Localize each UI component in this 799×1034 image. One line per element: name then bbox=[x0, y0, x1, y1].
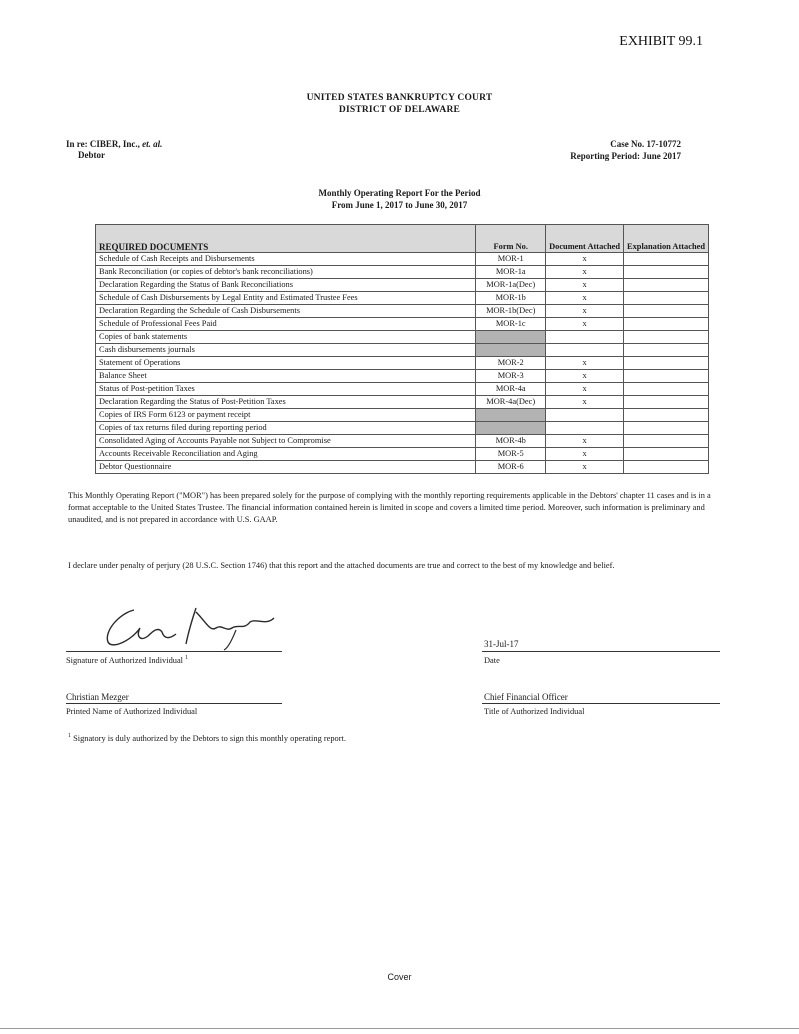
report-title-line2: From June 1, 2017 to June 30, 2017 bbox=[331, 200, 468, 210]
case-number: 17-10772 bbox=[646, 139, 681, 149]
form-no bbox=[476, 422, 546, 435]
attached-mark: x bbox=[546, 292, 624, 305]
table-row bbox=[96, 448, 709, 461]
doc-name: Declaration Regarding the Status of Bank Reconciliations bbox=[96, 279, 476, 292]
table-row bbox=[96, 253, 709, 266]
court-heading bbox=[0, 92, 799, 116]
attached-mark: x bbox=[546, 396, 624, 409]
attached-mark: x bbox=[546, 435, 624, 448]
form-no: MOR-1 bbox=[476, 253, 546, 266]
table-row bbox=[96, 370, 709, 383]
signer-title: Chief Financial Officer bbox=[484, 692, 568, 702]
attached-mark bbox=[546, 409, 624, 422]
doc-name: Schedule of Professional Fees Paid bbox=[96, 318, 476, 331]
attached-mark: x bbox=[546, 357, 624, 370]
explanation-mark bbox=[624, 435, 709, 448]
reporting-period-line bbox=[570, 150, 681, 162]
printed-name: Christian Mezger bbox=[66, 692, 129, 702]
footnote bbox=[68, 733, 346, 743]
doc-name: Consolidated Aging of Accounts Payable not Subject to Compromise bbox=[96, 435, 476, 448]
explanation-mark bbox=[624, 331, 709, 344]
title-label: Title of Authorized Individual bbox=[484, 707, 585, 716]
explanation-mark bbox=[624, 344, 709, 357]
table-row bbox=[96, 409, 709, 422]
doc-name: Copies of IRS Form 6123 or payment receipt bbox=[96, 409, 476, 422]
doc-name: Copies of bank statements bbox=[96, 331, 476, 344]
attached-mark: x bbox=[546, 461, 624, 474]
bottom-divider bbox=[0, 1028, 799, 1029]
reporting-period: June 2017 bbox=[642, 151, 681, 161]
attached-mark: x bbox=[546, 383, 624, 396]
exhibit-label: EXHIBIT 99.1 bbox=[619, 34, 703, 49]
explanation-mark bbox=[624, 396, 709, 409]
table-row bbox=[96, 422, 709, 435]
handwritten-signature bbox=[96, 592, 296, 652]
form-no: MOR-2 bbox=[476, 357, 546, 370]
doc-name: Debtor Questionnaire bbox=[96, 461, 476, 474]
report-title-line1: Monthly Operating Report For the Period bbox=[318, 188, 481, 198]
table-row bbox=[96, 292, 709, 305]
explanation-mark bbox=[624, 448, 709, 461]
court-name: UNITED STATES BANKRUPTCY COURT bbox=[306, 93, 493, 103]
printed-name-line bbox=[66, 703, 282, 704]
title-line bbox=[482, 703, 720, 704]
explanation-mark bbox=[624, 422, 709, 435]
case-number-label: Case No. bbox=[610, 139, 645, 149]
in-re-line bbox=[66, 138, 162, 150]
form-no: MOR-4b bbox=[476, 435, 546, 448]
table-row bbox=[96, 344, 709, 357]
attached-mark: x bbox=[546, 448, 624, 461]
form-no: MOR-4a(Dec) bbox=[476, 396, 546, 409]
form-no: MOR-4a bbox=[476, 383, 546, 396]
header-form-no: Form No. bbox=[476, 225, 546, 253]
form-no: MOR-6 bbox=[476, 461, 546, 474]
explanation-mark bbox=[624, 253, 709, 266]
explanation-mark bbox=[624, 279, 709, 292]
form-no: MOR-5 bbox=[476, 448, 546, 461]
form-no bbox=[476, 344, 546, 357]
attached-mark: x bbox=[546, 253, 624, 266]
table-row bbox=[96, 357, 709, 370]
court-district: DISTRICT OF DELAWARE bbox=[338, 105, 461, 115]
explanation-mark bbox=[624, 318, 709, 331]
explanation-mark bbox=[624, 409, 709, 422]
et-al: et. al. bbox=[142, 139, 163, 149]
form-no: MOR-1b bbox=[476, 292, 546, 305]
case-info bbox=[570, 138, 681, 162]
explanation-mark bbox=[624, 292, 709, 305]
attached-mark bbox=[546, 422, 624, 435]
explanation-mark bbox=[624, 357, 709, 370]
doc-name: Declaration Regarding the Status of Post-Petition Taxes bbox=[96, 396, 476, 409]
footnote-mark: 1 bbox=[68, 733, 71, 739]
attached-mark bbox=[546, 331, 624, 344]
form-no: MOR-1c bbox=[476, 318, 546, 331]
doc-name: Balance Sheet bbox=[96, 370, 476, 383]
doc-name: Schedule of Cash Disbursements by Legal Entity and Estimated Trustee Fees bbox=[96, 292, 476, 305]
disclaimer-paragraph: This Monthly Operating Report ("MOR") has been prepared solely for the purpose of complying with the monthly reporting requirements applicable in the Debtors' chapter 11 cases and is in a format acceptable to the United States Trustee. The financial information contained herein is limited in scope and covers a limited time period. Moreover, such information is preliminary and unaudited, and is not prepared in accordance with U.S. GAAP. bbox=[68, 491, 711, 524]
table-row bbox=[96, 383, 709, 396]
table-row bbox=[96, 318, 709, 331]
form-no: MOR-3 bbox=[476, 370, 546, 383]
form-no bbox=[476, 331, 546, 344]
attached-mark: x bbox=[546, 305, 624, 318]
page-footer: Cover bbox=[387, 972, 412, 982]
attached-mark: x bbox=[546, 279, 624, 292]
form-no bbox=[476, 409, 546, 422]
date-label: Date bbox=[484, 656, 500, 665]
doc-name: Statement of Operations bbox=[96, 357, 476, 370]
debtor-label: Debtor bbox=[78, 150, 105, 160]
doc-name: Accounts Receivable Reconciliation and Aging bbox=[96, 448, 476, 461]
table-row bbox=[96, 279, 709, 292]
header-required-documents: REQUIRED DOCUMENTS bbox=[96, 225, 476, 253]
table-row bbox=[96, 331, 709, 344]
table-row bbox=[96, 266, 709, 279]
attached-mark: x bbox=[546, 266, 624, 279]
signature-label-wrap bbox=[66, 655, 188, 665]
explanation-mark bbox=[624, 461, 709, 474]
doc-name: Copies of tax returns filed during reporting period bbox=[96, 422, 476, 435]
header-document-attached: Document Attached bbox=[546, 225, 624, 253]
footnote-text: Signatory is duly authorized by the Debtors to sign this monthly operating report. bbox=[73, 733, 346, 743]
declaration-paragraph: I declare under penalty of perjury (28 U.S.C. Section 1746) that this report and the attached documents are true and correct to the best of my knowledge and belief. bbox=[68, 561, 615, 570]
header-explanation-attached: Explanation Attached bbox=[624, 225, 709, 253]
attached-mark: x bbox=[546, 370, 624, 383]
doc-name: Schedule of Cash Receipts and Disbursements bbox=[96, 253, 476, 266]
doc-name: Cash disbursements journals bbox=[96, 344, 476, 357]
signature-footnote-mark: 1 bbox=[185, 655, 189, 661]
date-line bbox=[482, 651, 720, 652]
doc-name: Status of Post-petition Taxes bbox=[96, 383, 476, 396]
signature-date: 31-Jul-17 bbox=[484, 639, 519, 649]
table-row bbox=[96, 396, 709, 409]
explanation-mark bbox=[624, 305, 709, 318]
explanation-mark bbox=[624, 383, 709, 396]
attached-mark: x bbox=[546, 318, 624, 331]
signature-label: Signature of Authorized Individual bbox=[66, 655, 183, 665]
form-no: MOR-1a(Dec) bbox=[476, 279, 546, 292]
table-row bbox=[96, 305, 709, 318]
printed-name-label: Printed Name of Authorized Individual bbox=[66, 707, 198, 716]
table-header-row bbox=[96, 225, 709, 253]
doc-name: Declaration Regarding the Schedule of Cash Disbursements bbox=[96, 305, 476, 318]
report-title bbox=[0, 187, 799, 211]
required-documents-table bbox=[95, 224, 709, 474]
signature-line bbox=[66, 651, 282, 652]
explanation-mark bbox=[624, 266, 709, 279]
explanation-mark bbox=[624, 370, 709, 383]
doc-name: Bank Reconciliation (or copies of debtor's bank reconciliations) bbox=[96, 266, 476, 279]
in-re-prefix: In re: CIBER, Inc., bbox=[66, 139, 140, 149]
table-row bbox=[96, 461, 709, 474]
form-no: MOR-1b(Dec) bbox=[476, 305, 546, 318]
table-row bbox=[96, 435, 709, 448]
case-number-line bbox=[570, 138, 681, 150]
form-no: MOR-1a bbox=[476, 266, 546, 279]
reporting-period-label: Reporting Period: bbox=[570, 151, 640, 161]
attached-mark bbox=[546, 344, 624, 357]
